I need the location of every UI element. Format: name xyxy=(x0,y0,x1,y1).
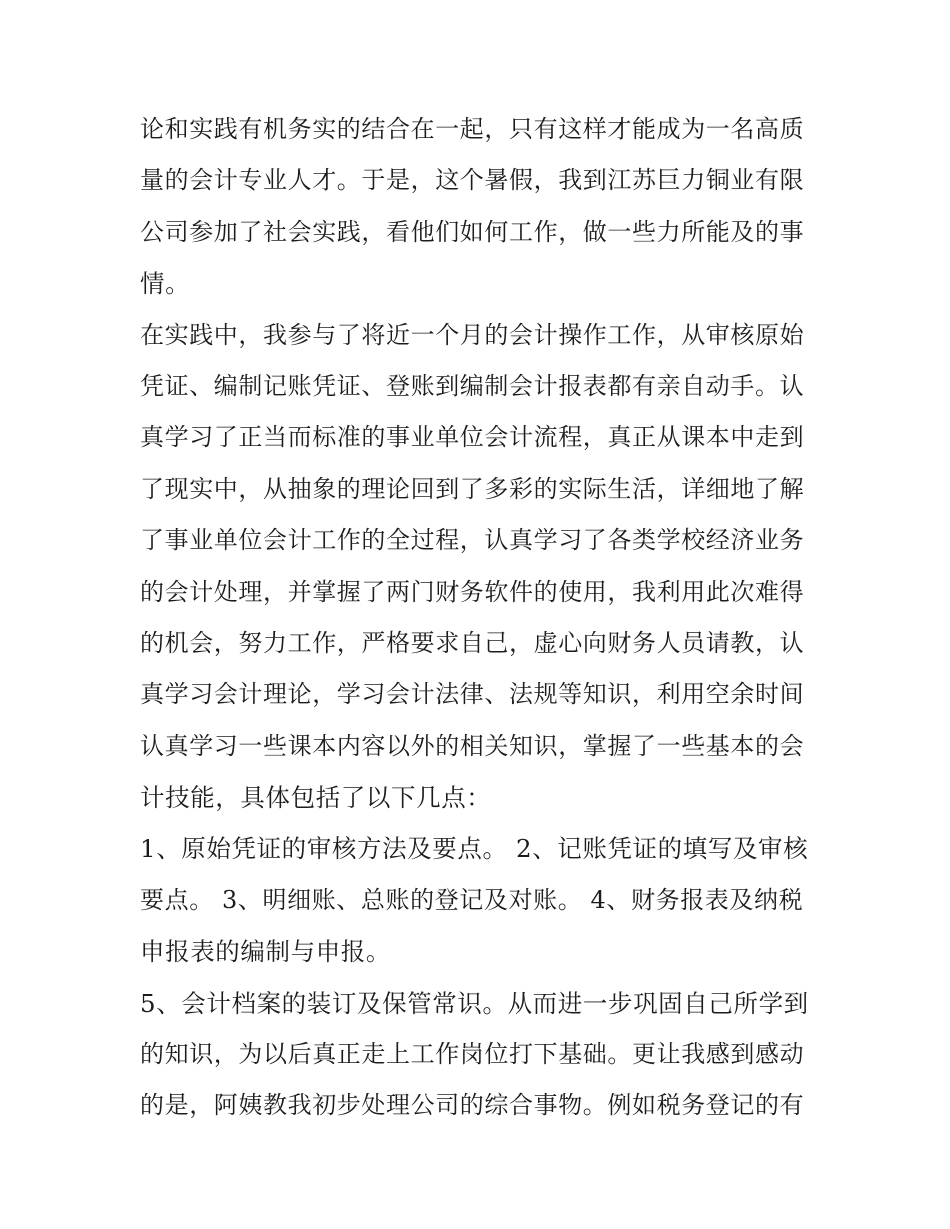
text-line: 量的会计专业人才。于是，这个暑假，我到江苏巨力铜业有限 xyxy=(140,166,805,195)
text-line: 认真学习一些课本内容以外的相关知识，掌握了一些基本的会 xyxy=(140,731,805,760)
text-line: 论和实践有机务实的结合在一起，只有这样才能成为一名高质 xyxy=(140,115,805,143)
text-line: 了现实中，从抽象的理论回到了多彩的实际生活，详细地了解 xyxy=(140,474,805,503)
text-line: 5、会计档案的装订及保管常识。从而进一步巩固自己所学到 xyxy=(140,988,809,1018)
text-line: 的知识，为以后真正走上工作岗位打下基础。更让我感到感动 xyxy=(140,1040,805,1069)
text-line: 真学习会计理论，学习会计法律、法规等知识，利用空余时间 xyxy=(140,680,805,709)
text-line: 申报表的编制与申报。 xyxy=(140,937,391,967)
text-line: 的会计处理，并掌握了两门财务软件的使用，我利用此次难得 xyxy=(140,577,805,606)
text-line: 了事业单位会计工作的全过程，认真学习了各类学校经济业务 xyxy=(140,526,805,555)
text-line: 的机会，努力工作，严格要求自己，虚心向财务人员请教，认 xyxy=(140,628,805,657)
text-line: 真学习了正当而标准的事业单位会计流程，真正从课本中走到 xyxy=(140,423,805,452)
document-body xyxy=(140,104,812,1132)
text-line: 凭证、编制记账凭证、登账到编制会计报表都有亲自动手。认 xyxy=(140,371,805,400)
text-line: 情。 xyxy=(140,269,191,299)
text-line: 的是，阿姨教我初步处理公司的综合事物。例如税务登记的有 xyxy=(140,1091,805,1120)
text-line: 要点。 3、明细账、总账的登记及对账。 4、财务报表及纳税 xyxy=(140,885,804,914)
text-line: 公司参加了社会实践，看他们如何工作，做一些力所能及的事 xyxy=(140,217,805,246)
text-line: 1、原始凭证的审核方法及要点。 2、记账凭证的填写及审核 xyxy=(140,834,809,864)
text-line: 在实践中，我参与了将近一个月的会计操作工作，从审核原始 xyxy=(140,320,805,349)
text-line: 计技能，具体包括了以下几点： xyxy=(140,783,492,813)
